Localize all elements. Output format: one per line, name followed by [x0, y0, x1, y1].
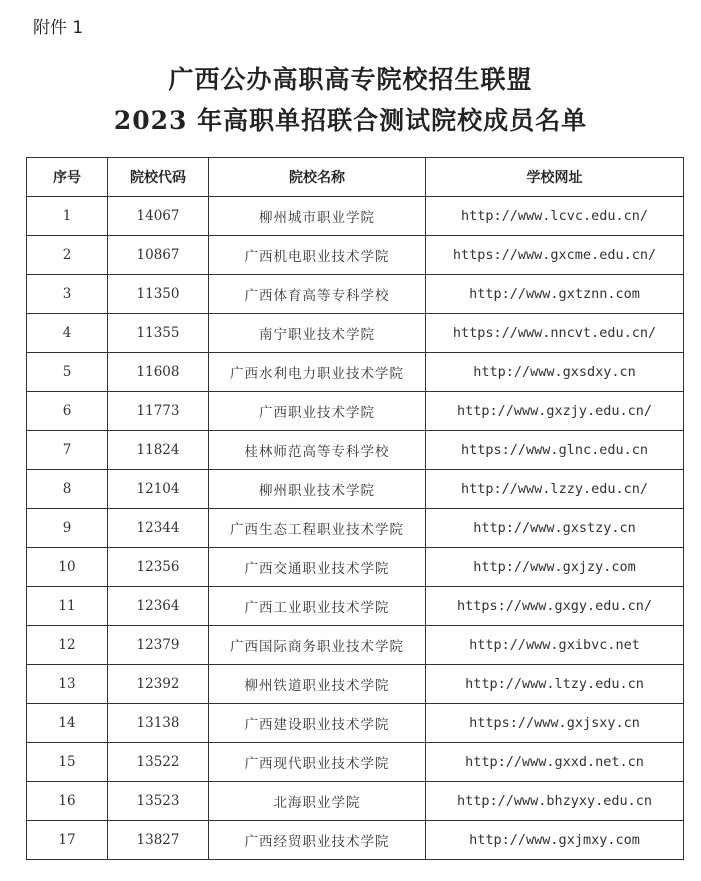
table-row — [27, 236, 684, 275]
cell-serial-number: 15 — [27, 743, 108, 782]
cell-school-name: 广西建设职业技术学院 — [209, 704, 426, 743]
cell-school-name: 广西工业职业技术学院 — [209, 587, 426, 626]
cell-school-name: 广西现代职业技术学院 — [209, 743, 426, 782]
cell-school-code: 10867 — [108, 236, 209, 275]
table-row — [27, 470, 684, 509]
table-row — [27, 197, 684, 236]
cell-serial-number: 14 — [27, 704, 108, 743]
cell-serial-number: 10 — [27, 548, 108, 587]
cell-school-url[interactable]: http://www.gxtznn.com — [426, 275, 684, 314]
cell-school-code: 11355 — [108, 314, 209, 353]
cell-school-url[interactable]: http://www.lzzy.edu.cn/ — [426, 470, 684, 509]
cell-school-url[interactable]: https://www.gxgy.edu.cn/ — [426, 587, 684, 626]
cell-school-name: 桂林师范高等专科学校 — [209, 431, 426, 470]
cell-school-code: 12392 — [108, 665, 209, 704]
attachment-label: 附件 1 — [33, 18, 84, 38]
member-schools-table — [26, 157, 684, 860]
cell-serial-number: 16 — [27, 782, 108, 821]
cell-school-name: 广西职业技术学院 — [209, 392, 426, 431]
cell-school-url[interactable]: http://www.ltzy.edu.cn — [426, 665, 684, 704]
cell-school-code: 14067 — [108, 197, 209, 236]
table-row — [27, 626, 684, 665]
column-header-url: 学校网址 — [426, 158, 684, 197]
cell-serial-number: 17 — [27, 821, 108, 860]
cell-school-url[interactable]: https://www.glnc.edu.cn — [426, 431, 684, 470]
cell-school-code: 12364 — [108, 587, 209, 626]
cell-serial-number: 6 — [27, 392, 108, 431]
table-row — [27, 587, 684, 626]
cell-school-code: 13827 — [108, 821, 209, 860]
cell-serial-number: 2 — [27, 236, 108, 275]
cell-school-name: 广西体育高等专科学校 — [209, 275, 426, 314]
cell-school-code: 11824 — [108, 431, 209, 470]
table-row — [27, 353, 684, 392]
cell-school-code: 13522 — [108, 743, 209, 782]
column-header-code: 院校代码 — [108, 158, 209, 197]
table-row — [27, 821, 684, 860]
document-title: 广西公办高职高专院校招生联盟 — [168, 65, 533, 94]
cell-school-name: 广西水利电力职业技术学院 — [209, 353, 426, 392]
cell-school-url[interactable]: http://www.lcvc.edu.cn/ — [426, 197, 684, 236]
cell-school-url[interactable]: http://www.gxjmxy.com — [426, 821, 684, 860]
column-header-no: 序号 — [27, 158, 108, 197]
cell-school-url[interactable]: http://www.gxjzy.com — [426, 548, 684, 587]
cell-school-name: 柳州职业技术学院 — [209, 470, 426, 509]
table-row — [27, 275, 684, 314]
cell-school-code: 12379 — [108, 626, 209, 665]
document-subtitle: 2023 年高职单招联合测试院校成员名单 — [113, 106, 588, 135]
cell-serial-number: 5 — [27, 353, 108, 392]
cell-school-url[interactable]: https://www.gxjsxy.cn — [426, 704, 684, 743]
table-header-row — [27, 158, 684, 197]
cell-school-code: 11773 — [108, 392, 209, 431]
cell-serial-number: 11 — [27, 587, 108, 626]
cell-serial-number: 9 — [27, 509, 108, 548]
cell-school-url[interactable]: http://www.gxibvc.net — [426, 626, 684, 665]
cell-school-code: 13523 — [108, 782, 209, 821]
cell-school-name: 广西交通职业技术学院 — [209, 548, 426, 587]
cell-school-url[interactable]: http://www.gxxd.net.cn — [426, 743, 684, 782]
cell-school-code: 12344 — [108, 509, 209, 548]
cell-school-name: 南宁职业技术学院 — [209, 314, 426, 353]
cell-serial-number: 1 — [27, 197, 108, 236]
table-row — [27, 665, 684, 704]
table-row — [27, 509, 684, 548]
cell-school-name: 柳州城市职业学院 — [209, 197, 426, 236]
cell-serial-number: 3 — [27, 275, 108, 314]
cell-school-name: 北海职业学院 — [209, 782, 426, 821]
table-row — [27, 782, 684, 821]
cell-school-url[interactable]: https://www.nncvt.edu.cn/ — [426, 314, 684, 353]
cell-school-name: 广西生态工程职业技术学院 — [209, 509, 426, 548]
cell-school-name: 广西经贸职业技术学院 — [209, 821, 426, 860]
cell-school-code: 11608 — [108, 353, 209, 392]
cell-serial-number: 8 — [27, 470, 108, 509]
table-row — [27, 431, 684, 470]
table-row — [27, 743, 684, 782]
table-row — [27, 548, 684, 587]
cell-serial-number: 12 — [27, 626, 108, 665]
cell-school-url[interactable]: https://www.gxcme.edu.cn/ — [426, 236, 684, 275]
cell-school-code: 13138 — [108, 704, 209, 743]
table-row — [27, 314, 684, 353]
cell-serial-number: 13 — [27, 665, 108, 704]
cell-school-name: 柳州铁道职业技术学院 — [209, 665, 426, 704]
cell-school-url[interactable]: http://www.bhzyxy.edu.cn — [426, 782, 684, 821]
table-body — [27, 197, 684, 860]
table-row — [27, 704, 684, 743]
cell-school-code: 11350 — [108, 275, 209, 314]
table-row — [27, 392, 684, 431]
cell-school-name: 广西国际商务职业技术学院 — [209, 626, 426, 665]
cell-serial-number: 4 — [27, 314, 108, 353]
cell-serial-number: 7 — [27, 431, 108, 470]
cell-school-code: 12104 — [108, 470, 209, 509]
cell-school-code: 12356 — [108, 548, 209, 587]
cell-school-url[interactable]: http://www.gxzjy.edu.cn/ — [426, 392, 684, 431]
cell-school-url[interactable]: http://www.gxstzy.cn — [426, 509, 684, 548]
column-header-name: 院校名称 — [209, 158, 426, 197]
cell-school-url[interactable]: http://www.gxsdxy.cn — [426, 353, 684, 392]
cell-school-name: 广西机电职业技术学院 — [209, 236, 426, 275]
